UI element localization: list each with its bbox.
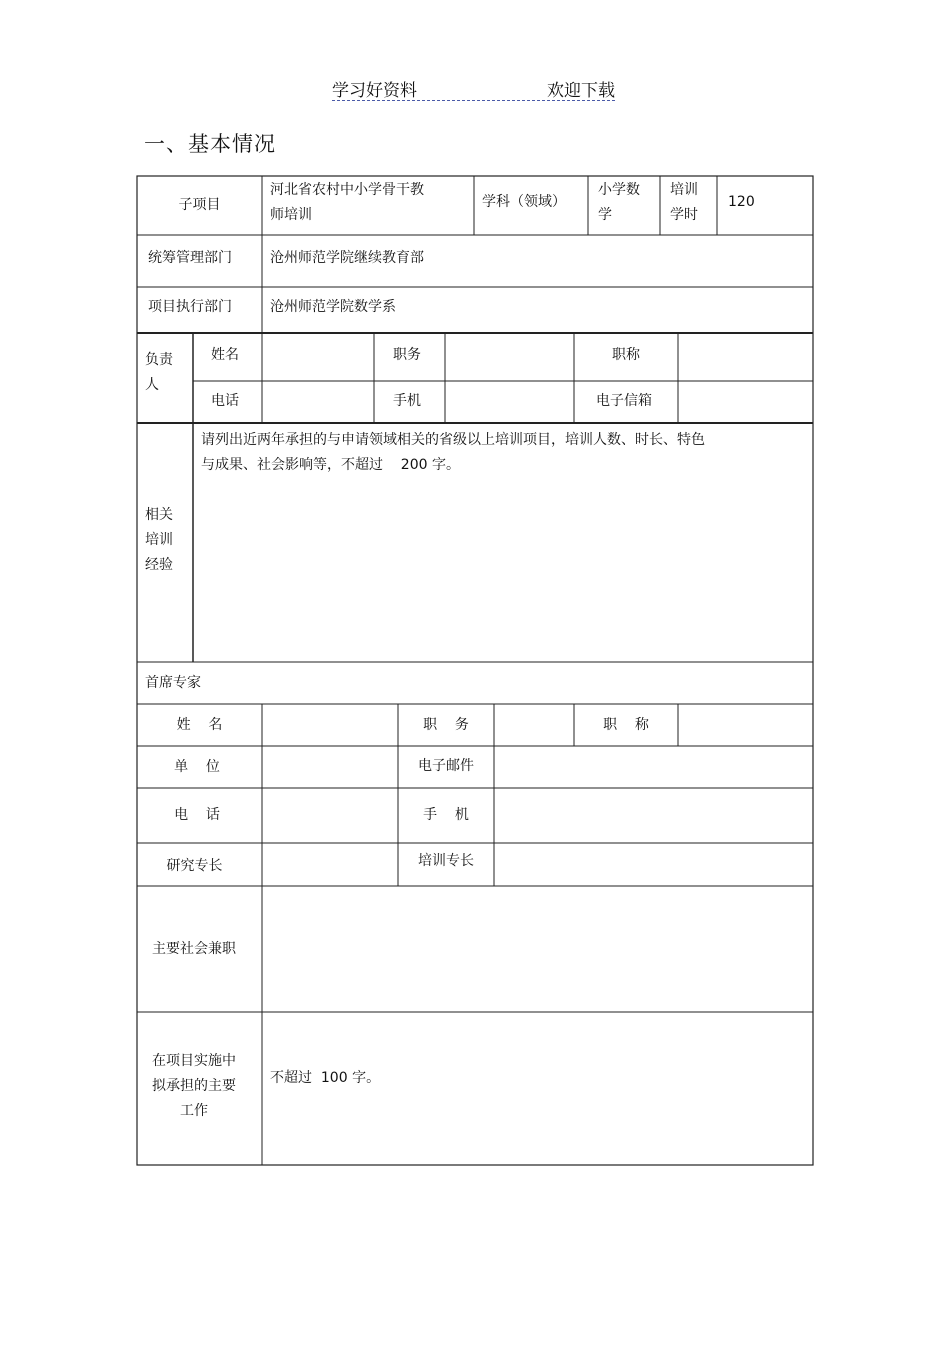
expert-training-label: 培训专长 (418, 853, 474, 869)
expert-social-value[interactable] (262, 886, 813, 1012)
subproject-label: 子项目 (178, 197, 221, 213)
subject-label: 学科（领域） (482, 193, 566, 210)
expert-work-field[interactable] (262, 1012, 813, 1165)
expert-research-label: 研究专长 (166, 857, 223, 874)
subject-value-line2: 学 (598, 207, 612, 223)
leader-duty-label: 职务 (393, 346, 421, 363)
chief-expert-heading: 首席专家 (145, 674, 201, 691)
expert-name-label: 姓 名 (176, 716, 223, 733)
leader-title-value[interactable] (678, 333, 813, 381)
expert-email-value[interactable] (494, 746, 813, 788)
expert-work-label-line2: 拟承担的主要 (152, 1078, 236, 1094)
experience-label (137, 503, 193, 583)
mgmt-dept-label: 统筹管理部门 (148, 249, 232, 266)
subproject-value (262, 176, 474, 235)
expert-title-label: 职 称 (603, 716, 649, 733)
expert-mobile-label: 手 机 (423, 807, 469, 823)
section-title: 一、基本情况 (144, 132, 276, 156)
hours-label-line1: 培训 (670, 182, 698, 198)
leader-mobile-value[interactable] (445, 381, 574, 423)
expert-duty-label: 职 务 (423, 716, 469, 733)
header-right-text: 欢迎下载 (547, 81, 615, 101)
leader-title-label: 职称 (612, 346, 640, 363)
hours-label-line2: 学时 (670, 207, 698, 223)
expert-work-label-line1: 在项目实施中 (152, 1053, 236, 1069)
expert-work-label-line3: 工作 (180, 1103, 208, 1119)
expert-training-value[interactable] (494, 843, 813, 886)
experience-hint-line1: 请列出近两年承担的与申请领域相关的省级以上培训项目，培训人数、时长、特色 (201, 432, 705, 448)
hours-label (660, 176, 717, 235)
leader-duty-value[interactable] (445, 333, 574, 381)
expert-mobile-value[interactable] (494, 788, 813, 843)
leader-label-line1: 负责 (145, 352, 173, 368)
subject-value (588, 176, 660, 235)
exec-dept-value: 沧州师范学院数学系 (270, 298, 396, 315)
experience-hint-line2: 与成果、社会影响等，不超过 200 字。 (201, 457, 460, 473)
leader-email-value[interactable] (678, 381, 813, 423)
leader-name-label: 姓名 (211, 346, 239, 363)
expert-work-hint: 不超过 100 字。 (270, 1070, 381, 1086)
leader-phone-value[interactable] (262, 381, 374, 423)
leader-label (137, 340, 193, 410)
expert-title-value[interactable] (678, 704, 813, 746)
subproject-value-line2: 师培训 (270, 207, 312, 223)
mgmt-dept-value: 沧州师范学院继续教育部 (270, 249, 424, 266)
expert-unit-label: 单 位 (174, 758, 220, 775)
expert-social-label: 主要社会兼职 (152, 940, 236, 957)
leader-name-value[interactable] (262, 333, 374, 381)
page-header (332, 74, 615, 101)
experience-field[interactable] (193, 423, 813, 662)
expert-unit-value[interactable] (262, 746, 398, 788)
expert-research-value[interactable] (262, 843, 398, 886)
expert-email-label: 电子邮件 (418, 757, 474, 774)
experience-label-line2: 培训 (145, 532, 173, 548)
expert-work-label (137, 1049, 251, 1129)
subject-value-line1: 小学数 (598, 182, 640, 198)
experience-label-line3: 经验 (145, 557, 173, 573)
expert-duty-value[interactable] (494, 704, 574, 746)
leader-label-line2: 人 (145, 377, 159, 393)
expert-name-value[interactable] (262, 704, 398, 746)
leader-phone-label: 电话 (211, 392, 239, 409)
expert-phone-value[interactable] (262, 788, 398, 843)
hours-value: 120 (728, 194, 755, 210)
leader-mobile-label: 手机 (393, 392, 421, 409)
expert-phone-label: 电 话 (174, 807, 220, 823)
exec-dept-label: 项目执行部门 (148, 298, 232, 315)
experience-label-line1: 相关 (145, 507, 173, 523)
subproject-value-line1: 河北省农村中小学骨干教 (270, 182, 424, 198)
header-left-text: 学习好资料 (332, 81, 417, 101)
leader-email-label: 电子信箱 (596, 392, 652, 409)
